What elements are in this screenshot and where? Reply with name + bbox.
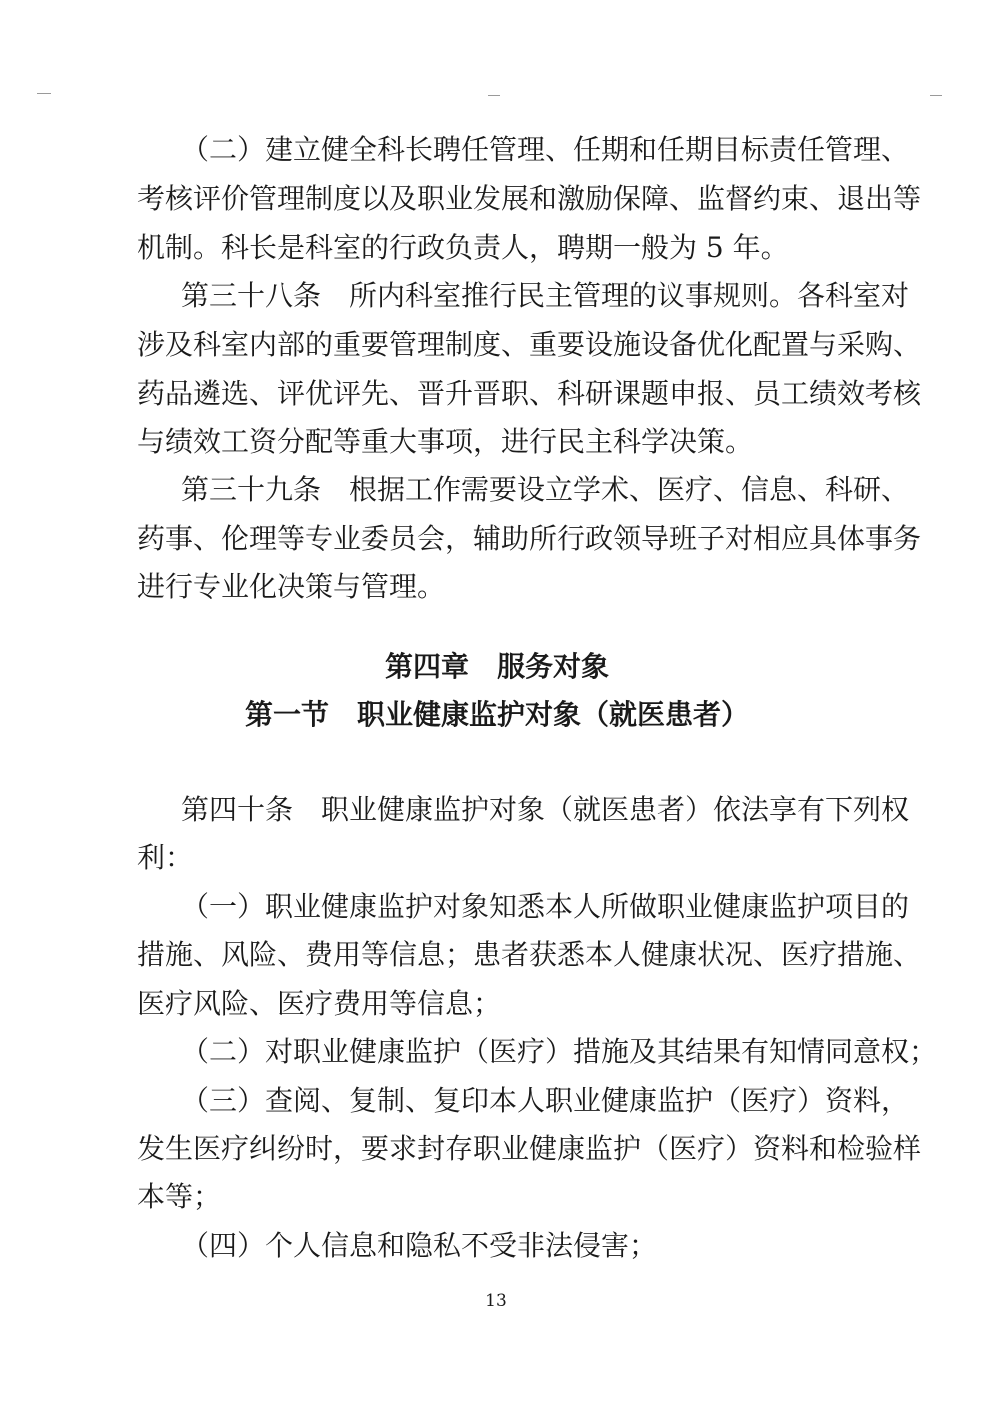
article-40-line-2: 利： <box>137 841 194 874</box>
article-38-line-4: 与绩效工资分配等重大事项，进行民主科学决策。 <box>137 425 754 458</box>
item-1-line-2: 措施、风险、费用等信息；患者获悉本人健康状况、医疗措施、 <box>137 938 922 971</box>
article-39-line-3: 进行专业化决策与管理。 <box>137 570 446 603</box>
scan-speck <box>930 95 942 96</box>
chapter-title: 第四章 服务对象 <box>384 650 609 683</box>
item-3-line-2: 发生医疗纠纷时，要求封存职业健康监护（医疗）资料和检验样 <box>137 1132 922 1165</box>
item-3-line-1: （三）查阅、复制、复印本人职业健康监护（医疗）资料， <box>181 1084 910 1117</box>
item-1-line-3: 医疗风险、医疗费用等信息； <box>137 987 502 1020</box>
article-38-line-2: 涉及科室内部的重要管理制度、重要设施设备优化配置与采购、 <box>137 328 922 361</box>
article-40-line-1: 第四十条 职业健康监护对象（就医患者）依法享有下列权 <box>181 793 910 826</box>
article-39-line-1: 第三十九条 根据工作需要设立学术、医疗、信息、科研、 <box>181 473 910 506</box>
item-2-line-1: （二）对职业健康监护（医疗）措施及其结果有知情同意权； <box>181 1035 938 1068</box>
section-title: 第一节 职业健康监护对象（就医患者） <box>244 698 749 731</box>
article-38-line-3: 药品遴选、评优评先、晋升晋职、科研课题申报、员工绩效考核 <box>137 377 922 410</box>
paragraph-1-line-3: 机制。科长是科室的行政负责人，聘期一般为 5 年。 <box>137 231 789 264</box>
paragraph-1-line-1: （二）建立健全科长聘任管理、任期和任期目标责任管理、 <box>181 133 910 166</box>
article-39-line-2: 药事、伦理等专业委员会，辅助所行政领导班子对相应具体事务 <box>137 522 922 555</box>
scan-speck <box>37 93 51 94</box>
article-38-line-1: 第三十八条 所内科室推行民主管理的议事规则。各科室对 <box>181 279 910 312</box>
item-3-line-3: 本等； <box>137 1180 222 1213</box>
item-1-line-1: （一）职业健康监护对象知悉本人所做职业健康监护项目的 <box>181 890 910 923</box>
page-number: 13 <box>485 1291 507 1311</box>
scan-speck <box>488 95 500 96</box>
paragraph-1-line-2: 考核评价管理制度以及职业发展和激励保障、监督约束、退出等 <box>137 182 922 215</box>
item-4-line-1: （四）个人信息和隐私不受非法侵害； <box>181 1229 658 1262</box>
